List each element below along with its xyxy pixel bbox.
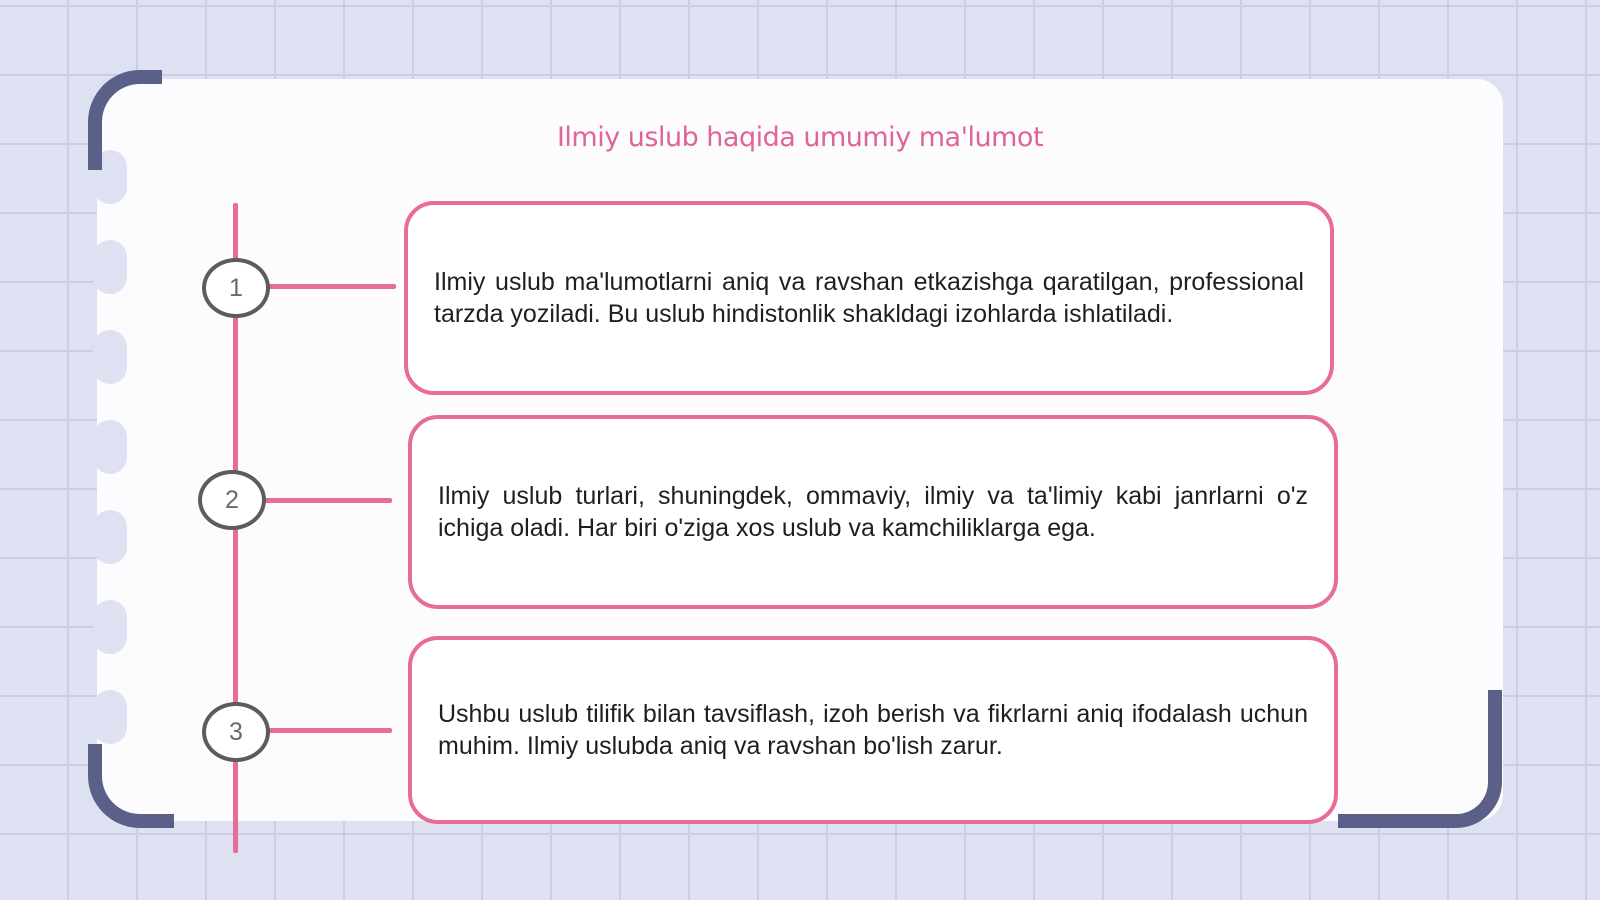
info-text-1: Ilmiy uslub ma'lumotlarni aniq va ravshan etkazishga qaratilgan, professional tarzda yoziladi. Bu uslub hindistonlik shakldagi izohlarda ishlatiladi. [434,268,1304,328]
notch-decoration [93,330,127,384]
corner-bracket-bottom-right [1338,690,1502,828]
info-text-2: Ilmiy uslub turlari, shuningdek, ommaviy, ilmiy va ta'limiy kabi janrlarni o'z ichiga oladi. Har biri o'ziga xos uslub va kamchiliklarga ega. [438,482,1308,542]
timeline-connector [264,498,392,503]
corner-bracket-top-left [88,70,162,170]
timeline-connector [268,284,396,289]
notch-decoration [93,690,127,744]
step-number-1: 1 [202,258,270,318]
notch-decoration [93,600,127,654]
info-box-3 [408,636,1338,824]
notch-decoration [93,510,127,564]
slide-title: Ilmiy uslub haqida umumiy ma'lumot [556,122,1044,153]
corner-bracket-bottom-left [88,744,174,828]
notch-decoration [93,240,127,294]
info-box-1 [404,201,1334,395]
timeline-connector [268,728,392,733]
notch-decoration [93,420,127,474]
info-box-2 [408,415,1338,609]
step-number-3: 3 [202,702,270,762]
step-number-2: 2 [198,470,266,530]
info-text-3: Ushbu uslub tilifik bilan tavsiflash, izoh berish va fikrlarni aniq ifodalash uchun muhim. Ilmiy uslubda aniq va ravshan bo'lish zarur. [438,700,1308,760]
